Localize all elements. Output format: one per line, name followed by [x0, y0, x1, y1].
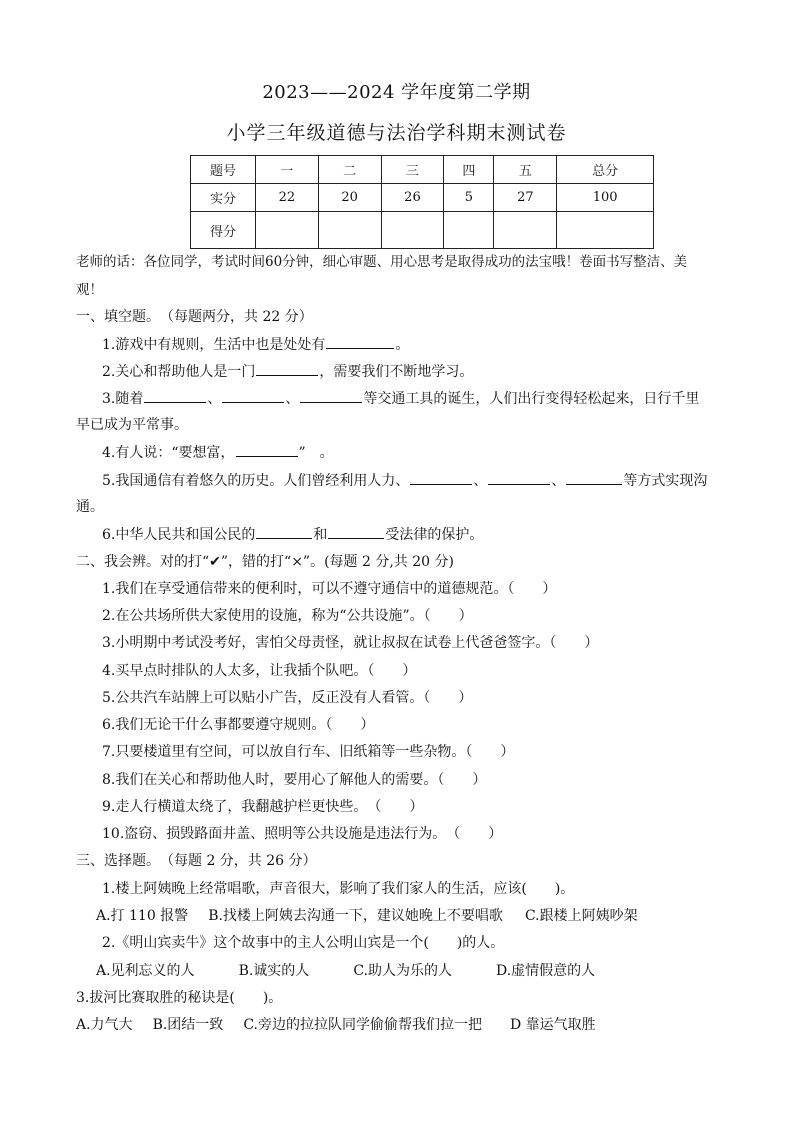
table-cell: 100 [557, 184, 654, 212]
choice-option[interactable]: C.跟楼上阿姨吵架 [524, 908, 638, 924]
judge-item: 9.走人行横道太绕了，我翻越护栏更快些。 （ ） [102, 799, 424, 815]
question-1-3 [102, 389, 699, 408]
answer-blank[interactable] [488, 471, 550, 485]
score-table [190, 155, 654, 249]
question-text: 。 [395, 337, 410, 353]
question-text: 和 [313, 527, 328, 543]
section1-title: 一、填空题。 （每题两分，共 22 分） [76, 309, 313, 325]
table-cell: 实分 [191, 184, 256, 212]
choice-question-1: 1.楼上阿姨晚上经常唱歌，声音很大，影响了我们家人的生活，应该( )。 [102, 881, 575, 897]
choice-question-2: 2.《明山宾卖牛》这个故事中的主人公明山宾是一个( )的人。 [102, 935, 505, 951]
question-1-6 [102, 525, 483, 544]
choice-option[interactable]: D 靠运气取胜 [509, 1017, 596, 1033]
choice-option[interactable]: C.助人为乐的人 [353, 963, 452, 979]
question-text: 2.关心和帮助他人是一门 [102, 364, 256, 380]
judge-item: 3.小明期中考试没考好，害怕父母责怪，就让叔叔在试卷上代爸爸签字。（ ） [102, 635, 599, 651]
table-cell: 得分 [191, 212, 256, 249]
table-cell: 三 [381, 156, 444, 184]
question-text: 、 [207, 391, 222, 407]
choice-option[interactable]: A.见利忘义的人 [96, 963, 195, 979]
question-text: 、 [285, 391, 300, 407]
question-1-4 [102, 443, 334, 462]
answer-blank[interactable] [256, 362, 318, 376]
table-cell: 5 [444, 184, 494, 212]
judge-item: 5.公共汽车站牌上可以贴小广告，反正没有人看管。（ ） [102, 690, 473, 706]
score-input-cell[interactable] [318, 212, 381, 249]
choice-options-3 [76, 1016, 596, 1034]
score-input-cell[interactable] [494, 212, 557, 249]
judge-item: 10.盗窃、损毁路面井盖、照明等公共设施是违法行为。 （ ） [102, 826, 503, 842]
score-input-cell[interactable] [444, 212, 494, 249]
page-title: 2023——2024 学年度第二学期 [262, 82, 531, 103]
question-1-1 [102, 335, 409, 354]
choice-options-1 [96, 907, 638, 925]
table-row [191, 212, 654, 249]
choice-question-3: 3.拔河比赛取胜的秘诀是( )。 [76, 990, 283, 1006]
judge-item: 1.我们在享受通信带来的便利时，可以不遵守通信中的道德规范。（ ） [102, 581, 557, 597]
table-cell: 26 [381, 184, 444, 212]
judge-item: 7.只要楼道里有空间，可以放自行车、旧纸箱等一些杂物。（ ） [102, 744, 515, 760]
judge-item: 8.我们在关心和帮助他人时，要用心了解他人的需要。（ ） [102, 772, 487, 788]
choice-option[interactable]: B.诚实的人 [238, 963, 310, 979]
section3-title: 三、选择题。 （每题 2 分，共 26 分） [76, 853, 317, 869]
score-input-cell[interactable] [256, 212, 319, 249]
table-cell: 总分 [557, 156, 654, 184]
choice-option[interactable]: D.虚情假意的人 [495, 963, 596, 979]
question-text: 、 [551, 473, 566, 489]
choice-options-2 [96, 962, 595, 980]
answer-blank[interactable] [256, 525, 312, 539]
question-1-2 [102, 362, 473, 381]
table-cell: 20 [318, 184, 381, 212]
answer-blank[interactable] [566, 471, 622, 485]
question-text: 5.我国通信有着悠久的历史。人们曾经利用人力、 [102, 473, 410, 489]
answer-blank[interactable] [236, 443, 298, 457]
table-row [191, 156, 654, 184]
table-cell: 题号 [191, 156, 256, 184]
score-input-cell[interactable] [381, 212, 444, 249]
answer-blank[interactable] [144, 389, 206, 403]
question-text: 1.游戏中有规则，生活中也是处处有 [102, 337, 326, 353]
question-text: 等方式实现沟 [623, 473, 708, 489]
choice-option[interactable]: B.找楼上阿姨去沟通一下，建议她晚上不要唱歌 [208, 908, 503, 924]
table-row [191, 184, 654, 212]
choice-option[interactable]: B.团结一致 [152, 1017, 224, 1033]
judge-item: 4.买早点时排队的人太多，让我插个队吧。（ ） [102, 663, 417, 679]
teacher-note-line2: 观！ [76, 282, 103, 298]
question-text: 、 [473, 473, 488, 489]
table-cell: 一 [256, 156, 319, 184]
answer-blank[interactable] [222, 389, 284, 403]
answer-blank[interactable] [300, 389, 362, 403]
question-text: ” 。 [298, 445, 334, 461]
table-cell: 27 [494, 184, 557, 212]
question-text: 等交通工具的诞生，人们出行变得轻松起来，日行千里 [363, 391, 700, 407]
table-cell: 22 [256, 184, 319, 212]
teacher-note-line1: 老师的话：各位同学，考试时间60分钟，细心审题、用心思考是取得成功的法宝哦！卷面书写整洁、美 [76, 254, 688, 270]
judge-item: 2.在公共场所供大家使用的设施，称为“公共设施”。（ ） [102, 608, 473, 624]
table-cell: 五 [494, 156, 557, 184]
answer-blank[interactable] [410, 471, 472, 485]
section2-title: 二、我会辨。对的打“✔”，错的打“×”。(每题 2 分,共 20 分) [76, 554, 454, 570]
answer-blank[interactable] [326, 335, 394, 349]
score-input-cell[interactable] [557, 212, 654, 249]
table-cell: 四 [444, 156, 494, 184]
table-cell: 二 [318, 156, 381, 184]
question-1-3-cont: 早已成为平常事。 [76, 417, 188, 433]
choice-option[interactable]: C.旁边的拉拉队同学偷偷帮我们拉一把 [243, 1017, 482, 1033]
choice-option[interactable]: A.打 110 报警 [96, 908, 189, 924]
question-text: 6.中华人民共和国公民的 [102, 527, 256, 543]
question-text: 4.有人说：“要想富， [102, 445, 235, 461]
question-text: 受法律的保护。 [385, 527, 484, 543]
choice-option[interactable]: A.力气大 [76, 1017, 133, 1033]
question-text: ，需要我们不断地学习。 [319, 364, 474, 380]
judge-item: 6.我们无论干什么事都要遵守规则。（ ） [102, 717, 375, 733]
answer-blank[interactable] [328, 525, 384, 539]
question-1-5 [102, 471, 707, 490]
question-text: 3.随着 [102, 391, 144, 407]
question-1-5-cont: 通。 [76, 499, 104, 515]
page-subtitle: 小学三年级道德与法治学科期末测试卷 [226, 122, 567, 144]
